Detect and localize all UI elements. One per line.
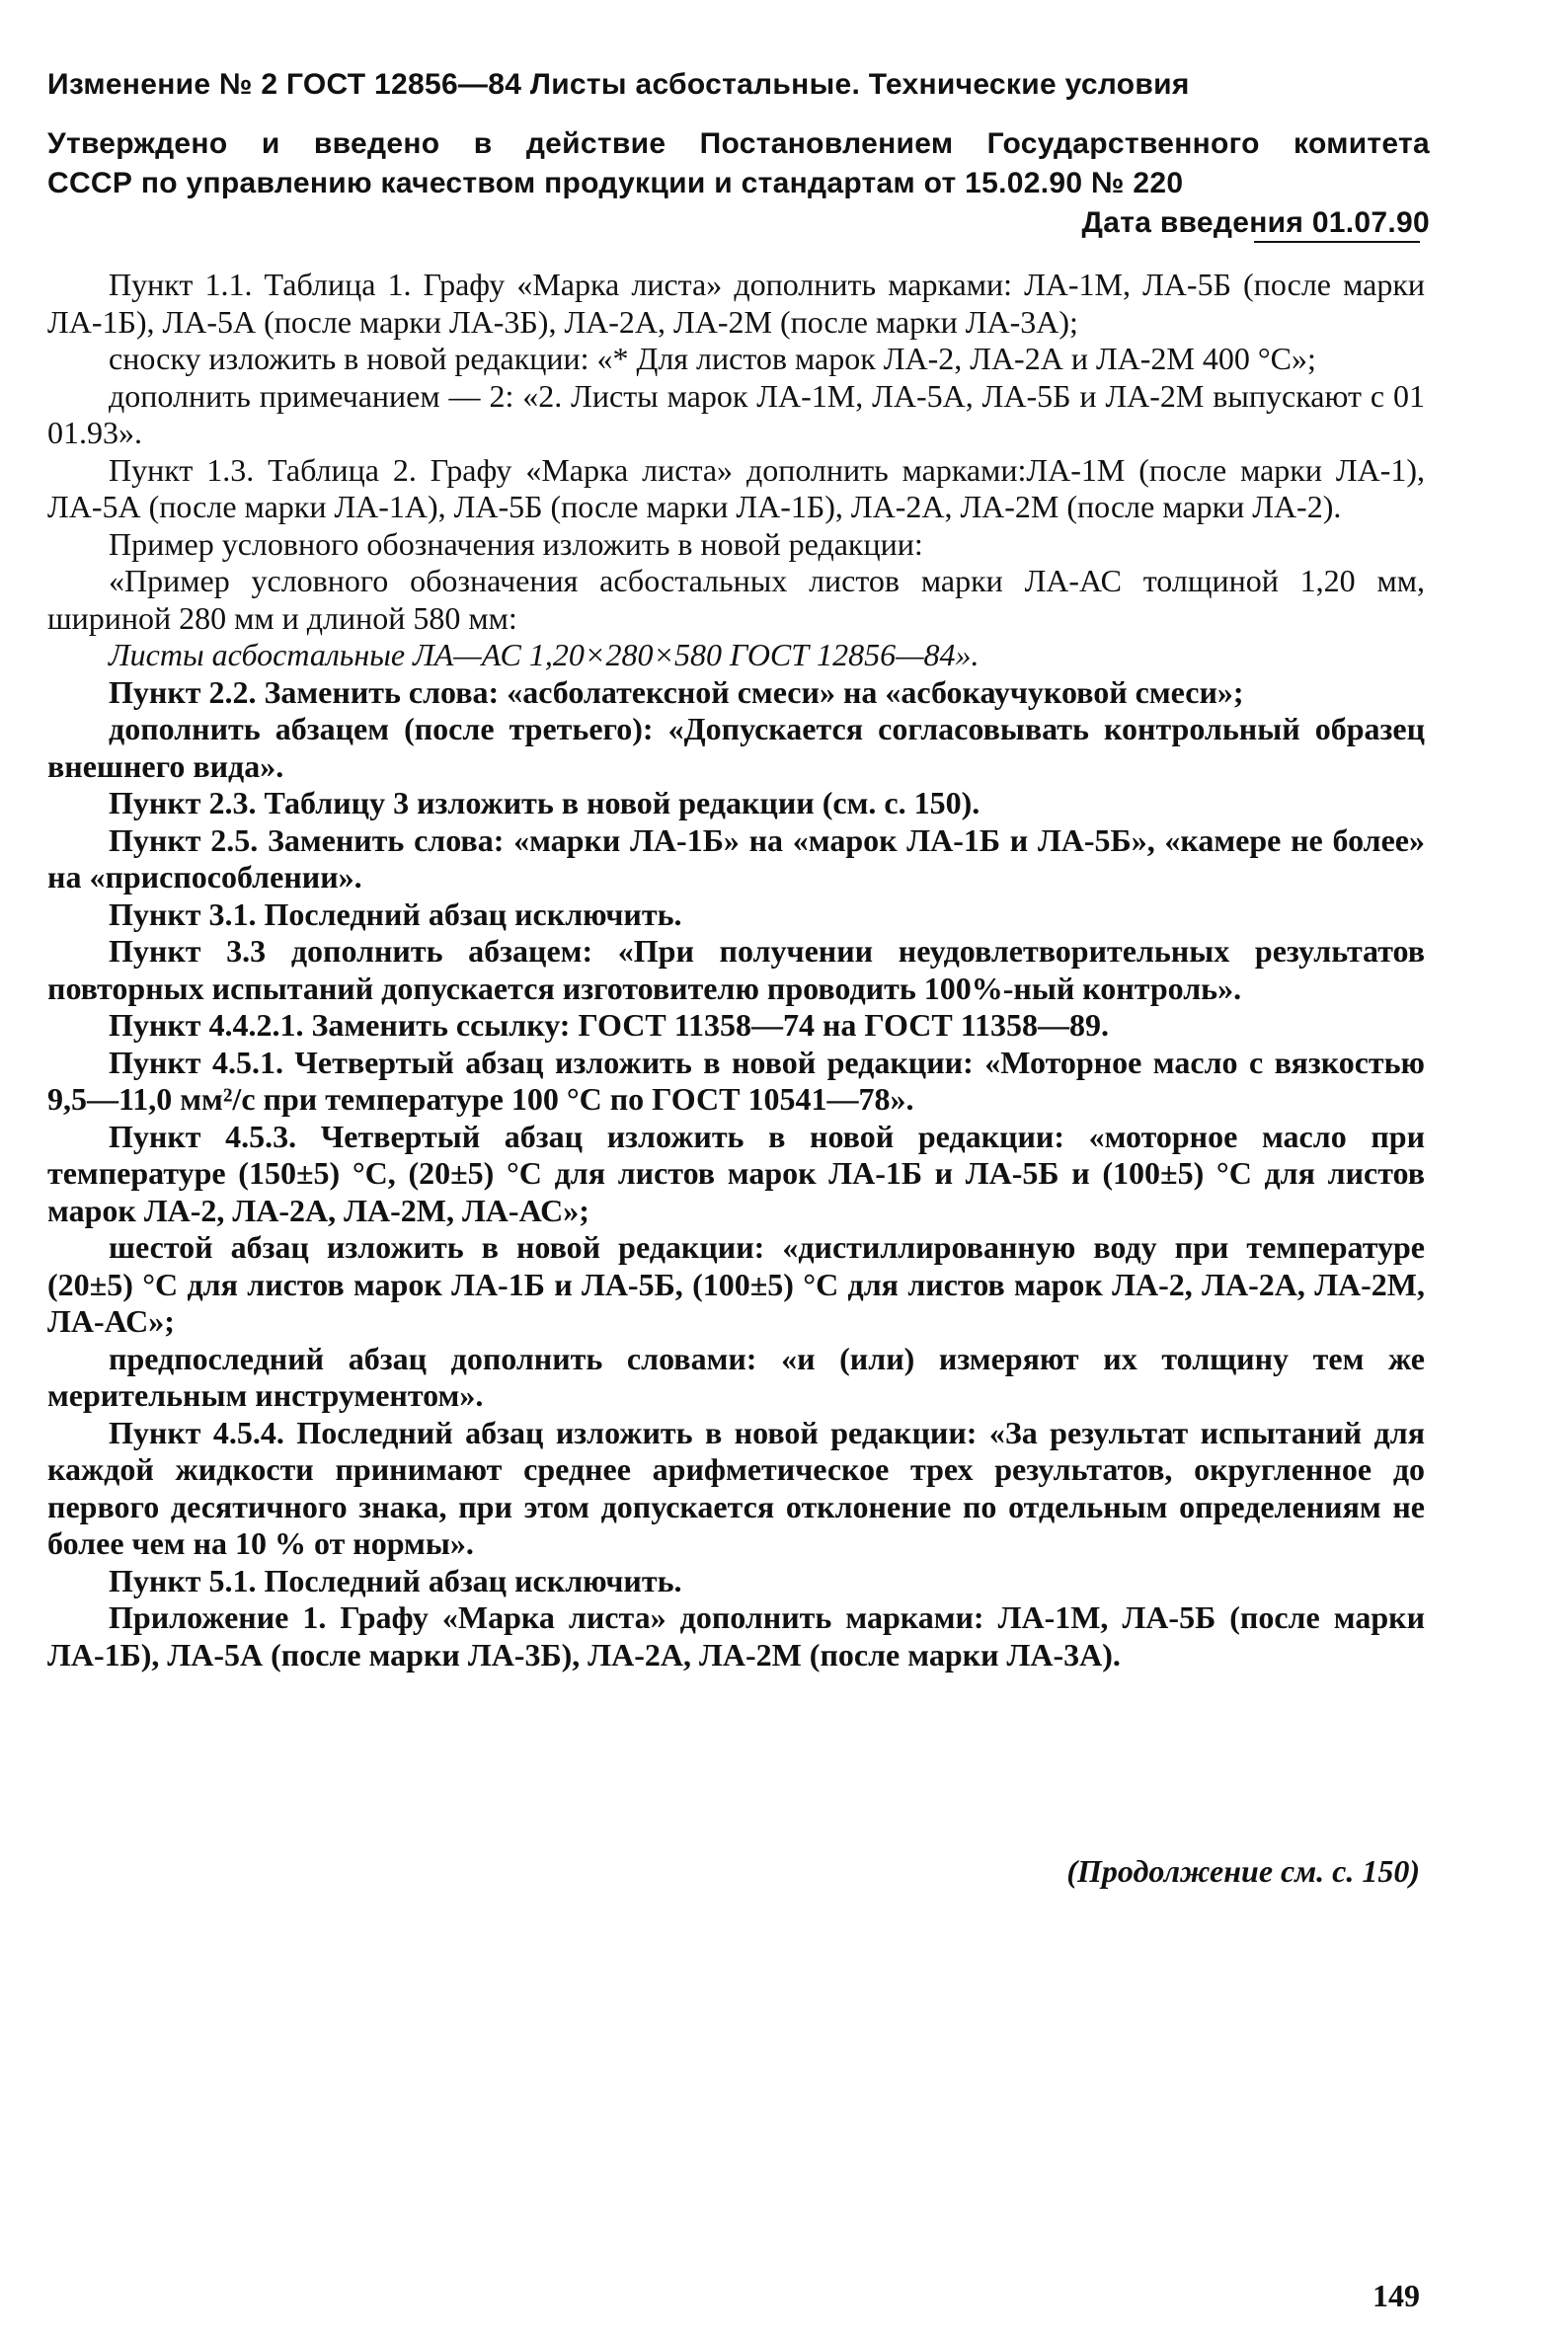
- paragraph: «Пример условного обозначения асбостальных листов марки ЛА-АС толщиной 1,20 мм, шириной 280 мм и длиной 580 мм:: [47, 563, 1425, 636]
- continuation-note: (Продолжение см. с. 150): [1066, 1853, 1420, 1889]
- paragraph: Пункт 3.3 дополнить абзацем: «При получении неудовлетворительных результатов повторных испытаний допускается изготовителю проводить 100%-ный контроль».: [47, 933, 1425, 1006]
- paragraph: Пункт 2.2. Заменить слова: «асболатексной смеси» на «асбокаучуковой смеси»;: [109, 673, 1244, 710]
- paragraph: Пример условного обозначения изложить в новой редакции:: [109, 525, 923, 562]
- paragraph: Пункт 3.1. Последний абзац исключить.: [109, 895, 682, 932]
- paragraph: Пункт 4.5.3. Четвертый абзац изложить в новой редакции: «моторное масло при температуре (150±5) °С, (20±5) °С для листов марок ЛА-1Б и ЛА-5Б и (100±5) °С для листов марок ЛА-2, ЛА-2А, ЛА-2М, ЛА-АС»;: [47, 1118, 1425, 1228]
- body-text: [47, 267, 1425, 1674]
- paragraph: дополнить примечанием — 2: «2. Листы марок ЛА-1М, ЛА-5А, ЛА-5Б и ЛА-2М выпускают с 01 01.93».: [47, 377, 1425, 450]
- date-underline: [1254, 241, 1420, 243]
- page-number: 149: [1372, 2278, 1420, 2313]
- designation-example: Листы асбостальные ЛА—АС 1,20×280×580 ГОСТ 12856—84».: [109, 637, 980, 672]
- paragraph: шестой абзац изложить в новой редакции: «дистиллированную воду при температуре (20±5) °С для листов марок ЛА-1Б и ЛА-5Б, (100±5) °С для листов марок ЛА-2, ЛА-2А, ЛА-2М, ЛА-АС»;: [47, 1229, 1425, 1339]
- paragraph: Пункт 1.3. Таблица 2. Графу «Марка листа» дополнить марками:ЛА-1М (после марки ЛА-1), ЛА-5А (после марки ЛА-1А), ЛА-5Б (после марки ЛА-1Б), ЛА-2А, ЛА-2М (после марки ЛА-2).: [47, 451, 1425, 524]
- paragraph: Пункт 2.5. Заменить слова: «марки ЛА-1Б» на «марок ЛА-1Б и ЛА-5Б», «камере не более» на «приспособлении».: [47, 821, 1425, 895]
- effective-date: Дата введения 01.07.90: [1081, 206, 1430, 239]
- paragraph: Приложение 1. Графу «Марка листа» дополнить марками: ЛА-1М, ЛА-5Б (после марки ЛА-1Б), ЛА-5А (после марки ЛА-3Б), ЛА-2А, ЛА-2М (после марки ЛА-3А).: [47, 1599, 1425, 1673]
- approval-line-1: Утверждено и введено в действие Постановлением Государственного комитета: [47, 127, 1430, 160]
- change-title: Изменение № 2 ГОСТ 12856—84 Листы асбостальные. Технические условия: [47, 68, 1190, 101]
- paragraph: Пункт 5.1. Последний абзац исключить.: [109, 1562, 682, 1598]
- paragraph: Пункт 4.4.2.1. Заменить ссылку: ГОСТ 11358—74 на ГОСТ 11358—89.: [109, 1007, 1109, 1043]
- paragraph-italic-designation: [47, 637, 1425, 674]
- paragraph: сноску изложить в новой редакции: «* Для листов марок ЛА-2, ЛА-2А и ЛА-2М 400 °С»;: [109, 341, 1316, 376]
- paragraph: Пункт 4.5.4. Последний абзац изложить в новой редакции: «За результат испытаний для каждой жидкости принимают среднее арифметическое трех результатов, округленное до первого десятичного знака, при этом допускается отклонение по отдельным определениям не более чем на 10 % от нормы».: [47, 1414, 1425, 1561]
- paragraph: Пункт 2.3. Таблицу 3 изложить в новой редакции (см. с. 150).: [109, 785, 980, 820]
- approval-line-2: СССР по управлению качеством продукции и стандартам от 15.02.90 № 220: [47, 167, 1184, 199]
- paragraph: Пункт 1.1. Таблица 1. Графу «Марка листа» дополнить марками: ЛА-1М, ЛА-5Б (после марки ЛА-1Б), ЛА-5А (после марки ЛА-3Б), ЛА-2А, ЛА-2М (после марки ЛА-3А);: [47, 267, 1425, 340]
- paragraph: дополнить абзацем (после третьего): «Допускается согласовывать контрольный образец внешнего вида».: [47, 711, 1425, 784]
- paragraph: предпоследний абзац дополнить словами: «и (или) измеряют их толщину тем же мерительным инструментом».: [47, 1340, 1425, 1413]
- paragraph: Пункт 4.5.1. Четвертый абзац изложить в новой редакции: «Моторное масло с вязкостью 9,5—11,0 мм²/с при температуре 100 °С по ГОСТ 10541—78».: [47, 1044, 1425, 1117]
